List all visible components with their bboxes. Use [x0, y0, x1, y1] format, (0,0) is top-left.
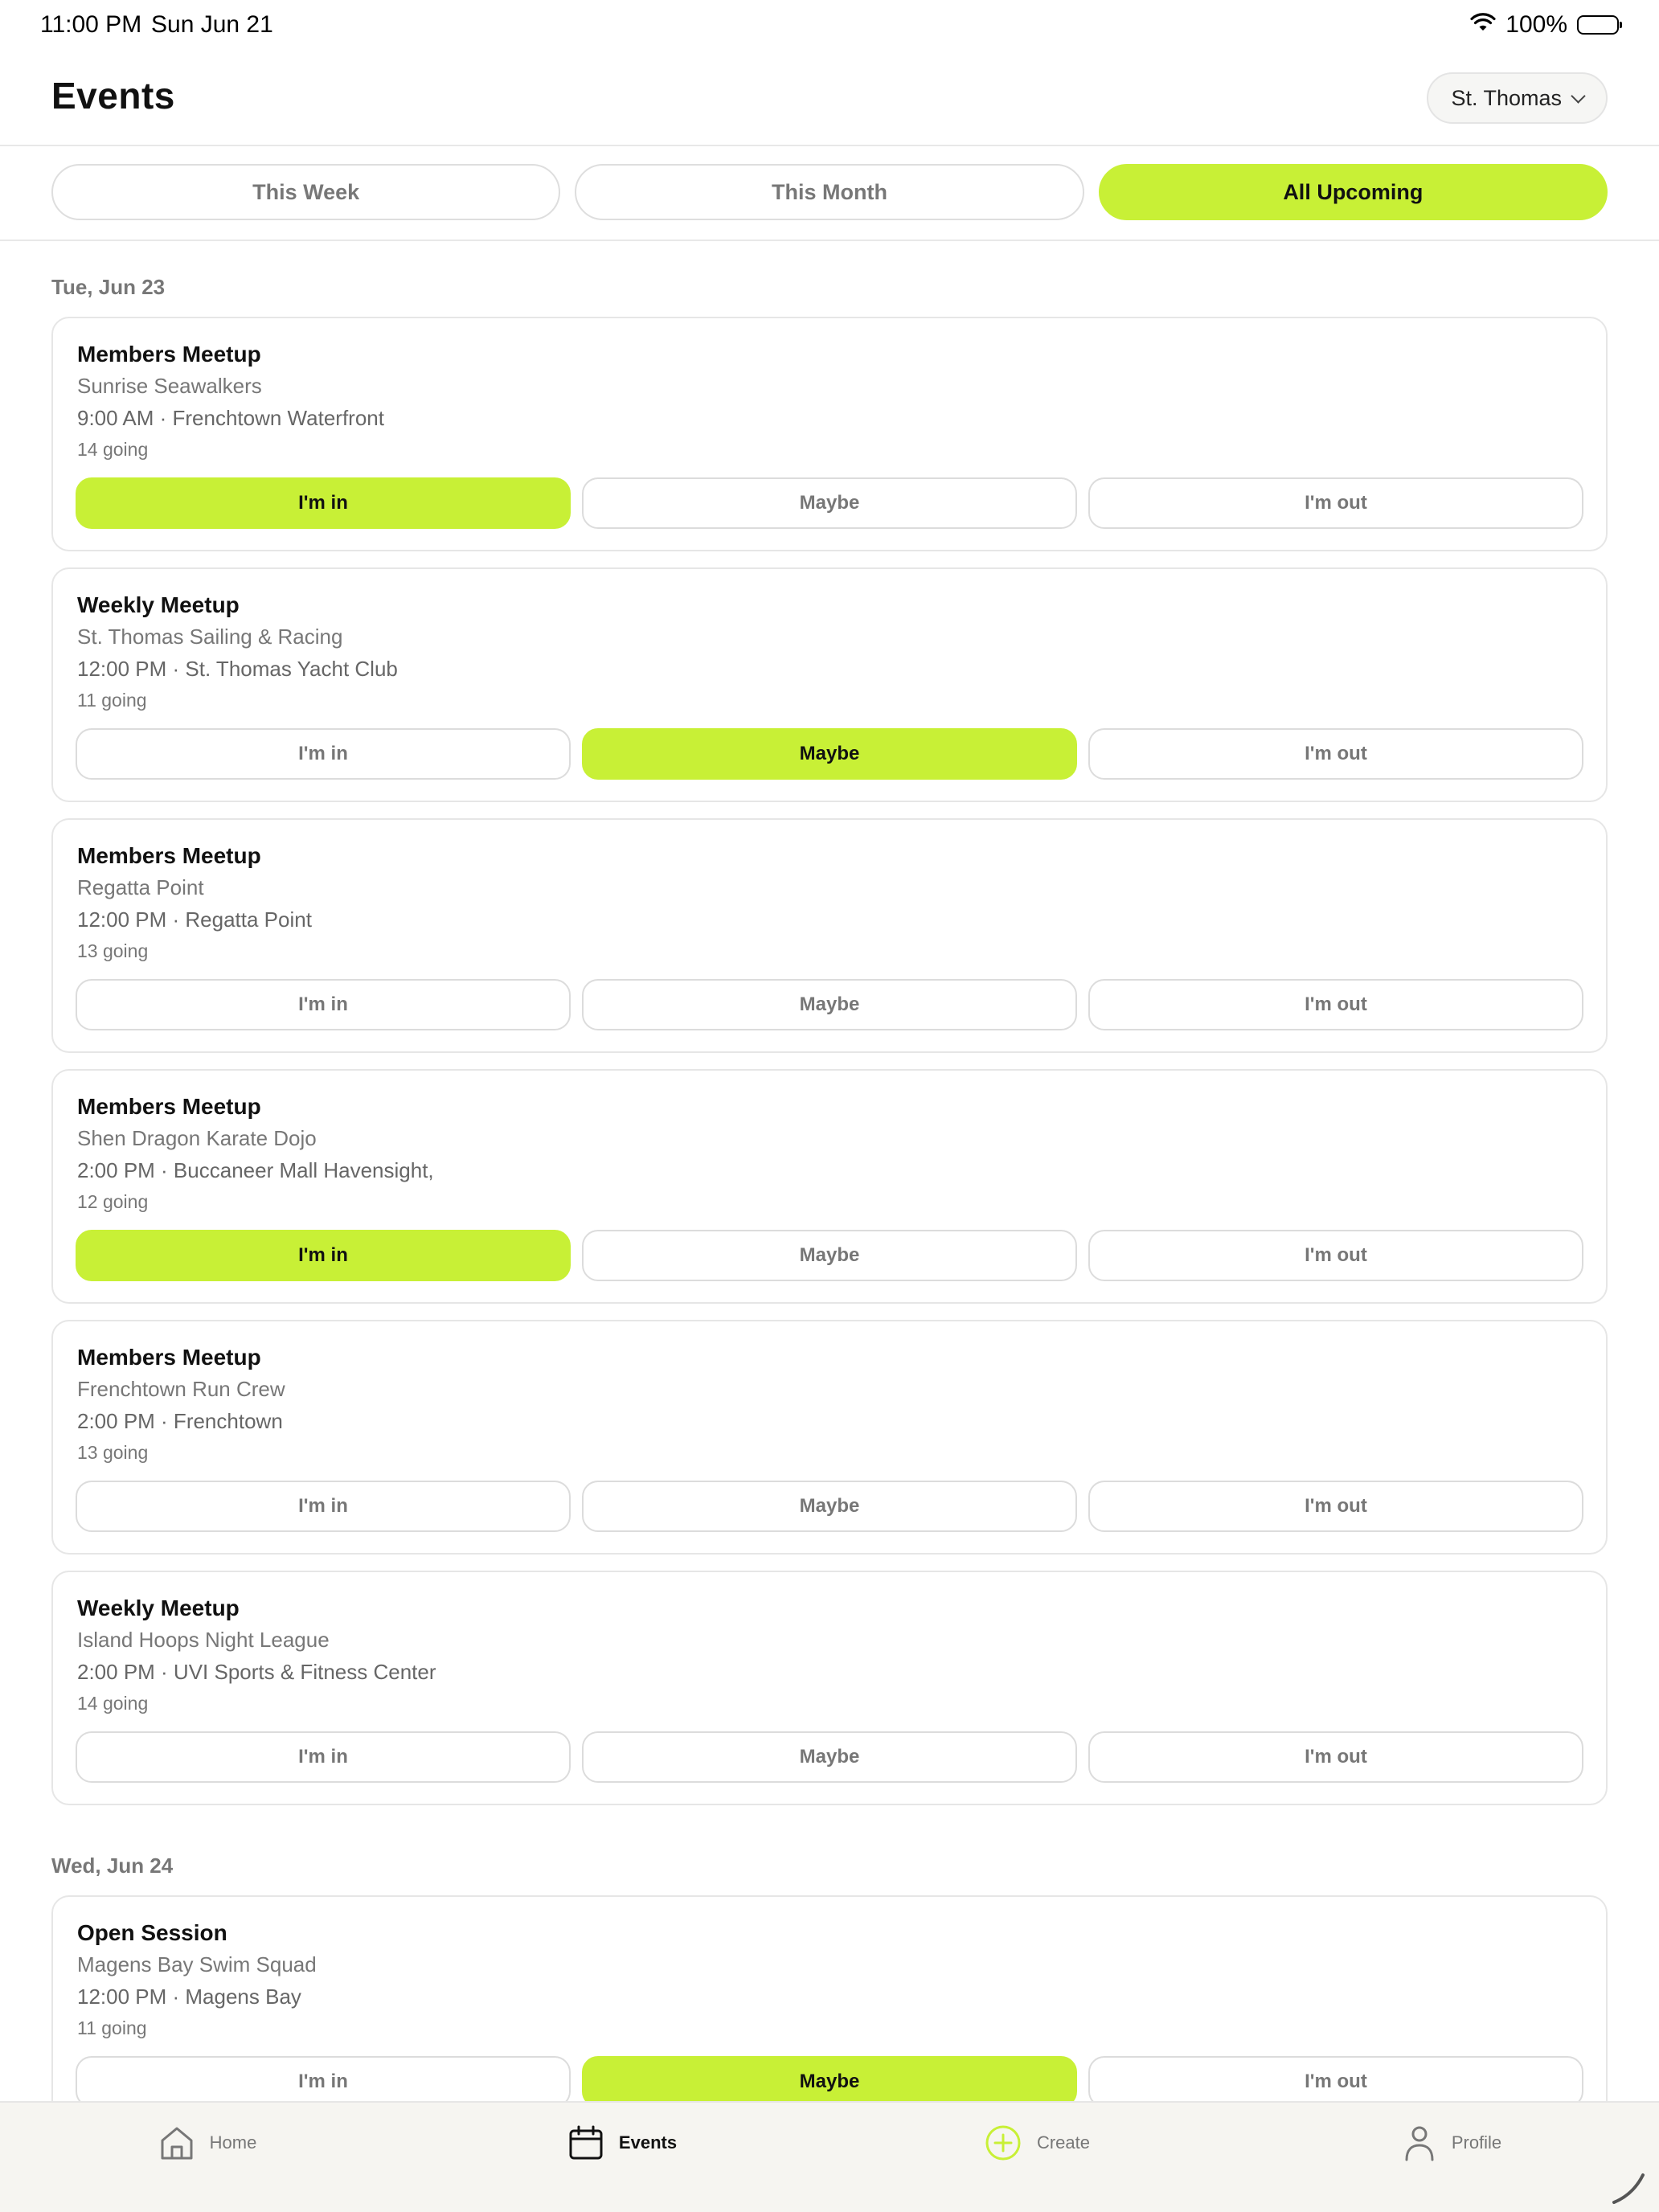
event-time-location: 12:00 PM · Regatta Point: [77, 907, 312, 932]
status-time: 11:00 PM: [40, 11, 142, 38]
event-time-location: 2:00 PM · Frenchtown: [77, 1409, 283, 1433]
tab-bar: [0, 2101, 1659, 2212]
filter-this-month[interactable]: This Month: [575, 164, 1083, 220]
status-indicators: [1470, 11, 1619, 39]
rsvp-row: [76, 1230, 1583, 1281]
rsvp-out-button[interactable]: I'm out: [1088, 728, 1583, 780]
event-going-count: 14 going: [77, 1693, 149, 1714]
filter-bar: [0, 146, 1659, 241]
tab-label: Events: [618, 2132, 678, 2153]
tab-events[interactable]: [415, 2103, 830, 2183]
rsvp-in-button[interactable]: I'm in: [76, 1481, 571, 1532]
event-title: Weekly Meetup: [77, 592, 240, 617]
event-card[interactable]: [51, 1571, 1608, 1805]
event-title: Members Meetup: [77, 1345, 261, 1370]
rsvp-maybe-button[interactable]: Maybe: [582, 979, 1077, 1030]
event-title: Open Session: [77, 1920, 227, 1945]
event-time-location: 2:00 PM · Buccaneer Mall Havensight,: [77, 1158, 434, 1182]
rsvp-row: [76, 979, 1583, 1030]
rsvp-in-button[interactable]: I'm in: [76, 2056, 571, 2103]
rsvp-in-button[interactable]: I'm in: [76, 1230, 571, 1281]
event-organizer: Regatta Point: [77, 875, 204, 899]
event-organizer: Magens Bay Swim Squad: [77, 1952, 317, 1976]
rsvp-in-button[interactable]: I'm in: [76, 477, 571, 529]
event-going-count: 12 going: [77, 1191, 149, 1212]
event-time-location: 9:00 AM · Frenchtown Waterfront: [77, 406, 384, 430]
filter-all-upcoming[interactable]: All Upcoming: [1099, 164, 1608, 220]
rsvp-out-button[interactable]: I'm out: [1088, 2056, 1583, 2103]
rsvp-row: [76, 477, 1583, 529]
rsvp-maybe-button[interactable]: Maybe: [582, 728, 1077, 780]
rsvp-maybe-button[interactable]: Maybe: [582, 477, 1077, 529]
status-date: Sun Jun 21: [151, 11, 273, 38]
rsvp-in-button[interactable]: I'm in: [76, 979, 571, 1030]
rsvp-out-button[interactable]: I'm out: [1088, 1481, 1583, 1532]
event-title: Weekly Meetup: [77, 1596, 240, 1620]
event-card[interactable]: [51, 1895, 1608, 2103]
day-label: Tue, Jun 23: [51, 275, 166, 299]
tab-label: Profile: [1451, 2132, 1502, 2153]
rsvp-maybe-button[interactable]: Maybe: [582, 1230, 1077, 1281]
day-group: [0, 1854, 1659, 2103]
calendar-icon: [567, 2124, 604, 2161]
event-going-count: 11 going: [77, 2017, 147, 2038]
home-indicator-icon: [1609, 2167, 1648, 2206]
status-bar: [0, 0, 1659, 51]
location-picker[interactable]: [1427, 72, 1608, 124]
event-title: Members Meetup: [77, 843, 261, 868]
rsvp-in-button[interactable]: I'm in: [76, 1731, 571, 1783]
rsvp-row: [76, 1731, 1583, 1783]
rsvp-out-button[interactable]: I'm out: [1088, 1731, 1583, 1783]
event-organizer: Frenchtown Run Crew: [77, 1377, 285, 1401]
rsvp-row: [76, 1481, 1583, 1532]
event-title: Members Meetup: [77, 342, 261, 367]
event-going-count: 14 going: [77, 439, 149, 460]
event-organizer: Island Hoops Night League: [77, 1628, 330, 1652]
rsvp-row: [76, 2056, 1583, 2103]
event-card[interactable]: [51, 317, 1608, 551]
event-going-count: 13 going: [77, 1442, 149, 1463]
rsvp-maybe-button[interactable]: Maybe: [582, 1481, 1077, 1532]
rsvp-out-button[interactable]: I'm out: [1088, 979, 1583, 1030]
person-icon: [1402, 2124, 1437, 2161]
event-going-count: 11 going: [77, 690, 147, 711]
page-title: Events: [51, 75, 175, 117]
event-title: Members Meetup: [77, 1094, 261, 1119]
rsvp-out-button[interactable]: I'm out: [1088, 477, 1583, 529]
wifi-icon: [1470, 11, 1496, 39]
location-label: St. Thomas: [1451, 85, 1562, 110]
event-time-location: 12:00 PM · St. Thomas Yacht Club: [77, 657, 398, 681]
event-card[interactable]: [51, 567, 1608, 802]
event-card[interactable]: [51, 1320, 1608, 1555]
rsvp-out-button[interactable]: I'm out: [1088, 1230, 1583, 1281]
tab-create[interactable]: [830, 2103, 1244, 2183]
tab-home[interactable]: [0, 2103, 415, 2183]
chevron-down-icon: [1571, 88, 1585, 103]
plus-circle-icon: [984, 2124, 1022, 2162]
event-card[interactable]: [51, 818, 1608, 1053]
event-organizer: Sunrise Seawalkers: [77, 374, 262, 398]
event-going-count: 13 going: [77, 940, 149, 961]
day-label: Wed, Jun 24: [51, 1854, 174, 1878]
rsvp-row: [76, 728, 1583, 780]
event-card[interactable]: [51, 1069, 1608, 1304]
home-icon: [158, 2124, 195, 2161]
day-group: [0, 275, 1659, 1805]
tab-label: Home: [209, 2132, 257, 2153]
event-organizer: St. Thomas Sailing & Racing: [77, 625, 343, 649]
event-time-location: 12:00 PM · Magens Bay: [77, 1985, 301, 2009]
rsvp-in-button[interactable]: I'm in: [76, 728, 571, 780]
rsvp-maybe-button[interactable]: Maybe: [582, 1731, 1077, 1783]
battery-percent: 100%: [1505, 11, 1567, 38]
battery-icon: [1577, 15, 1619, 35]
event-time-location: 2:00 PM · UVI Sports & Fitness Center: [77, 1660, 436, 1684]
rsvp-maybe-button[interactable]: Maybe: [582, 2056, 1077, 2103]
filter-this-week[interactable]: This Week: [51, 164, 560, 220]
event-organizer: Shen Dragon Karate Dojo: [77, 1126, 317, 1150]
tab-label: Create: [1036, 2132, 1091, 2153]
tab-profile[interactable]: [1244, 2103, 1659, 2183]
header: [0, 51, 1659, 146]
events-list[interactable]: [0, 243, 1659, 2103]
